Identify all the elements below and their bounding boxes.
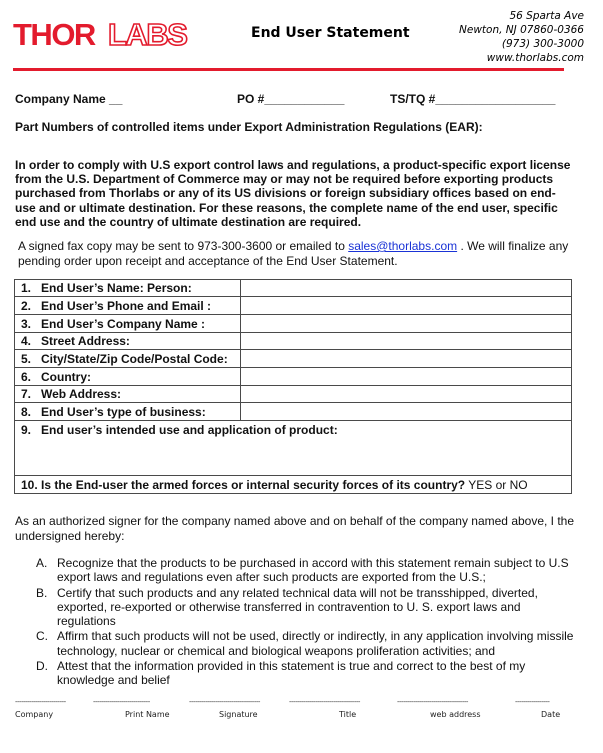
thorlabs-logo-graphic	[12, 16, 192, 50]
ear-part-numbers-heading: Part Numbers of controlled items under Export Administration Regulations (EAR):	[15, 120, 483, 134]
form-row-business-type	[15, 403, 572, 421]
form-label: 5. City/State/Zip Code/Postal Code:	[15, 350, 241, 368]
form-label: 6. Country:	[15, 368, 241, 386]
form-row-web-address	[15, 386, 572, 403]
declaration-item	[36, 586, 576, 629]
form-row-city-state-zip	[15, 350, 572, 368]
tstq-number-field[interactable]: TS/TQ #__________________	[390, 92, 556, 106]
declaration-letter: D.	[36, 659, 48, 674]
address-street: 56 Sparta Ave	[509, 10, 584, 22]
form-row-armed-forces-question	[15, 476, 572, 494]
title-signature-line[interactable]: -----------------------------------	[289, 698, 360, 706]
form-row-phone-email	[15, 297, 572, 315]
declarations-list	[36, 556, 576, 689]
declaration-letter: C.	[36, 629, 48, 644]
company-label: Company	[15, 710, 54, 719]
sales-email-link[interactable]: sales@thorlabs.com	[348, 239, 458, 253]
finalize-text: . We will finalize any pending order upon receipt and acceptance of the End User Statement.	[18, 239, 569, 268]
document-title: End User Statement	[251, 25, 410, 41]
address-phone: (973) 300-3000	[501, 38, 584, 50]
country-input[interactable]	[241, 368, 572, 386]
title-label: Title	[339, 710, 357, 719]
phone-email-input[interactable]	[241, 297, 572, 315]
form-label: 7. Web Address:	[15, 386, 241, 403]
form-row-end-user-name	[15, 280, 572, 297]
city-state-zip-input[interactable]	[241, 350, 572, 368]
signature-label: Signature	[219, 710, 258, 719]
thorlabs-logo	[12, 16, 192, 50]
company-signature-line[interactable]: -------------------------	[15, 698, 66, 706]
end-user-form-table	[14, 279, 572, 494]
declaration-text: Certify that such products and any related technical data will not be transshipped, diverted, exported, re-exported or otherwise transferred in contravention to U. S. export laws and regulations	[57, 585, 538, 629]
form-label: 8. End User’s type of business:	[15, 403, 241, 421]
street-address-input[interactable]	[241, 333, 572, 350]
form-label: 2. End User’s Phone and Email :	[15, 297, 241, 315]
company-address	[459, 9, 584, 65]
signature-line[interactable]: -----------------------------------	[189, 698, 260, 706]
form-label: 3. End User’s Company Name :	[15, 315, 241, 333]
address-web: www.thorlabs.com	[486, 52, 584, 64]
authorization-statement: As an authorized signer for the company named above and on behalf of the company named above, I the undersigned hereby:	[15, 514, 575, 543]
print-name-signature-line[interactable]: ----------------------------	[93, 698, 150, 706]
declaration-text: Recognize that the products to be purchased in accord with this statement remain subject to U.S export laws and regulations even after such products are exported from the U.S.;	[57, 556, 569, 585]
declaration-letter: A.	[36, 556, 48, 570]
declaration-letter: B.	[36, 585, 48, 600]
company-name-input[interactable]	[241, 315, 572, 333]
armed-forces-question	[15, 476, 572, 494]
form-label: 4. Street Address:	[15, 333, 241, 350]
question-10-text: 10. Is the End-user the armed forces or internal security forces of its country?	[21, 477, 466, 492]
intended-use-input[interactable]: 9. End user’s intended use and application of product:	[15, 421, 572, 476]
declaration-text: Attest that the information provided in this statement is true and correct to the best of my knowledge and belief	[57, 659, 526, 688]
company-name-field[interactable]: Company Name __	[15, 92, 123, 106]
form-label: 1. End User’s Name: Person:	[15, 280, 241, 297]
declaration-item	[36, 556, 576, 585]
print-name-label: Print Name	[125, 710, 170, 719]
fax-text: A signed fax copy may be sent to 973-300-3600 or emailed to	[18, 239, 349, 253]
date-signature-line[interactable]: -----------------	[515, 698, 550, 706]
declaration-item	[36, 629, 576, 658]
declaration-item	[36, 659, 576, 688]
web-address-label: web address	[430, 710, 481, 719]
export-compliance-paragraph: In order to comply with U.S export control laws and regulations, a product-specific export license from the U.S. Department of Commerce may or may not be required before exporting products purchased from Thorlabs or any of its US divisions or foreign subsidiary offices based on end-use and or ultimate destination. For these reasons, the complete name of the end user, specific end use and the country of ultimate destination are required.	[15, 158, 571, 229]
logo-text-solid: THOR	[13, 17, 95, 50]
end-user-name-input[interactable]	[241, 280, 572, 297]
address-city: Newton, NJ 07860-0366	[459, 24, 584, 36]
form-row-street-address	[15, 333, 572, 350]
yes-no-options[interactable]: YES or NO	[465, 477, 528, 492]
form-row-country	[15, 368, 572, 386]
logo-text-outline: LABS	[108, 17, 187, 50]
header-divider	[13, 68, 564, 71]
business-type-input[interactable]	[241, 403, 572, 421]
declaration-text: Affirm that such products will not be used, directly or indirectly, in any application involving missile technology, nuclear or chemical and biological weapons proliferation activities; and	[57, 629, 574, 658]
form-row-company-name	[15, 315, 572, 333]
date-label: Date	[541, 710, 561, 719]
po-number-field[interactable]: PO #____________	[237, 92, 345, 106]
web-address-signature-line[interactable]: -----------------------------------	[397, 698, 468, 706]
web-address-input[interactable]	[241, 386, 572, 403]
form-row-intended-use	[15, 421, 572, 476]
submission-instructions	[18, 239, 588, 268]
